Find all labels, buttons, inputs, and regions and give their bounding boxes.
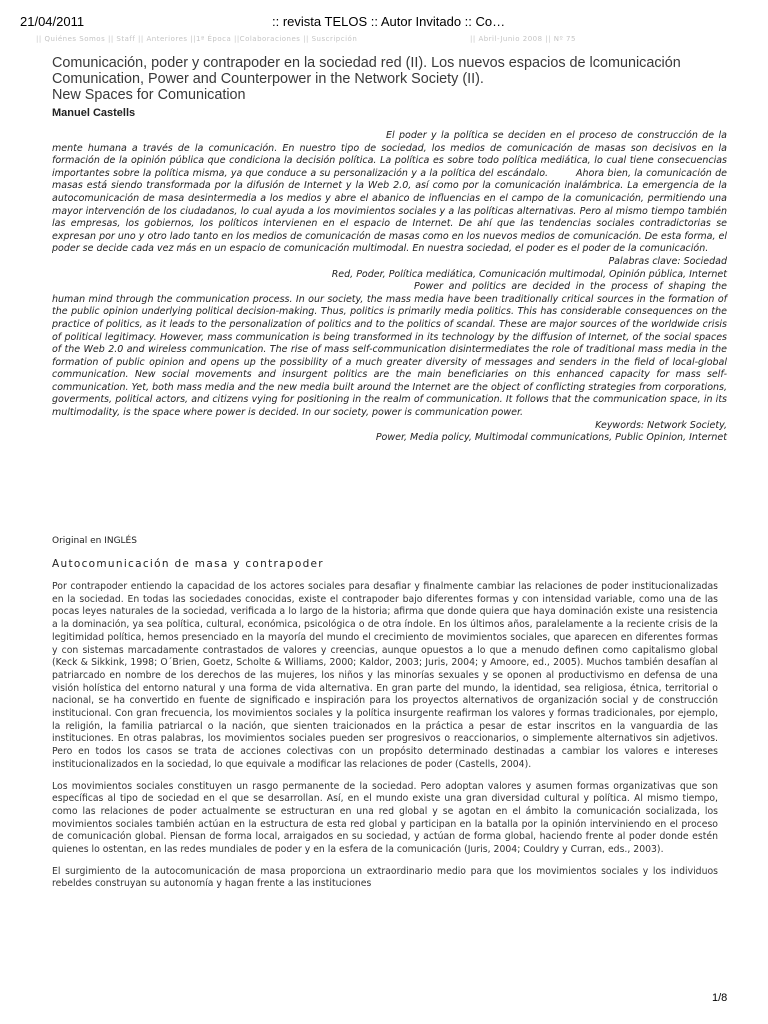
body-paragraph: Los movimientos sociales constituyen un rasgo permanente de la sociedad. Pero adoptan valores y asumen formas organizativas que son específicas al tipo de sociedad en el que se desarrollan. Así, en el mundo existe una gran diversidad cultural y política. Al mismo tiempo, como las relaciones de poder actualmente se estructuran en una red global y se agotan en el ámbito la comunicación socializada, los movimientos sociales también actúan en la estructura de esta red global y participan en la batalla por la opinión interviniendo en el proceso de comunicación global. Piensan de forma local, arraigados en su sociedad, y actúan de forma global, haciendo frente al poder donde estén quienes lo ostentan, en las redes mundiales de poder y en la esfera de la comunicación (Juris, 2004; Couldry y Curran, eds., 2003).	[52, 780, 718, 856]
title-line-es: Comunicación, poder y contrapoder en la sociedad red (II). Los nuevos espacios de lcomunicación	[52, 55, 681, 71]
title-line-en-sub: New Spaces for Comunication	[52, 87, 246, 103]
abstract-es	[52, 130, 727, 256]
abstract-es-part-2: Ahora bien, la comunicación de masas está siendo transformada por la difusión de Internet y la Web 2.0, así como por la comunicación inalámbrica. La emergencia de la autocomunicación de masa desintermedia a los medios y abre el abanico de influencias en el campo de la comunicación, permitiendo una mayor intervención de los ciudadanos, lo cual ayuda a los movimientos sociales y a las políticas alternativas. Pero al mismo tiempo también las empresas, los gobiernos, los políticos intervienen en el espacio de Internet. De ahí que las tendencias sociales contradictorias se expresan por uno y otro lado tanto en los medios de comunicación de masas como en los nuevos medios de comunicación. De esta forma, el poder se decide cada vez más en un espacio de comunicación multimodal. En nuestra sociedad, el poder es el poder de la comunicación.	[52, 167, 727, 255]
author-name: Manuel Castells	[52, 107, 136, 119]
print-date: 21/04/2011	[20, 14, 85, 29]
print-header	[0, 14, 768, 34]
issue-info: || Abril-Junio 2008 || Nº 75	[470, 35, 576, 43]
article-title	[52, 55, 732, 103]
keywords-es-line-1: Palabras clave: Sociedad	[608, 255, 727, 267]
print-page-title: :: revista TELOS :: Autor Invitado :: Co…	[272, 14, 506, 29]
site-navbar	[36, 35, 736, 43]
abstract	[52, 130, 727, 445]
body-paragraph: El surgimiento de la autocomunicación de masa proporciona un extraordinario medio para que los movimientos sociales y los individuos rebeldes construyan su autonomía y hagan frente a las instituciones	[52, 865, 718, 890]
page-number: 1/8	[712, 992, 728, 1004]
keywords-en-line-1: Keywords: Network Society,	[595, 419, 727, 431]
section-heading: Autocomunicación de masa y contrapoder	[52, 558, 324, 570]
abstract-es-part-1: El poder y la política se deciden en el proceso de construcción de la mente humana a través de la comunicación. En nuestro tipo de sociedad, los medios de comunicación de masas son decisivos en la formación de la opinión pública que condiciona la decisión política. La política es sobre todo política mediática, lo cual tiene consecuencias importantes sobre la política misma, ya que conduce a su personalización y a la política del escándalo.	[52, 130, 727, 179]
body-paragraph: Por contrapoder entiendo la capacidad de los actores sociales para desafiar y finalmente cambiar las relaciones de poder institucionalizadas en la sociedad. En todas las sociedades conocidas, existe el contrapoder bajo diferentes formas y con intensidad variable, como una de las pocas leyes naturales de la sociedad, verificada a lo largo de la historia; afirma que donde quiera que haya dominación existe una resistencia a la dominación, ya sea política, cultural, económica, psicológica o de otra índole. En los últimos años, paralelamente a la reciente crisis de la legitimidad política, hemos presenciado en la mayoría del mundo el crecimiento de movimientos sociales, que aparecen en diferentes formas y con sistemas marcadamente contrastados de valores y creencias, aunque opuestos a lo que a menudo definen como capitalismo global (Keck & Sikkink, 1998; O´Brien, Goetz, Scholte & Williams, 2000; Kaldor, 2003; Juris, 2004; y Amoore, ed., 2005). Muchos también desafían al patriarcado en nombre de los derechos de las mujeres, los niños y las minorías sexuales y se oponen al productivismo en defensa de una visión holística del entorno natural y una forma de vida alternativa. En gran parte del mundo, la identidad, sea religiosa, étnica, territorial o nacional, se ha convertido en fuente de significado e inspiración para los proyectos alternativos de organización social y de construcción institucional. Con gran frecuencia, los movimientos sociales y la política insurgente reafirman los valores y formas tradicionales, por ejemplo, la religión, la familia patriarcal o la nación, que sienten traicionados en la práctica a pesar de estar inscritos en la vanguardia de las instituciones. En otras palabras, los movimientos sociales pueden ser progresivos o reaccionarios, o simplemente alternativos sin adjetivos. Pero en todos los casos se trata de acciones colectivas con un propósito determinado destinadas a cambiar los valores e intereses institucionalizados en la sociedad, lo que equivale a modificar las relaciones de poder (Castells, 2004).	[52, 581, 718, 770]
abstract-en-text: Power and politics are decided in the process of shaping the human mind through the communication process. In our society, the mass media have been traditionally critical sources in the formation of the public opinion underlying political decision-making. Thus, politics is primarily media politics. This has considerable consequences on the practice of politics, as it leads to the personalization of politics and to the politics of scandal. These are major sources of the worldwide crisis of political legitimacy. However, mass communication is being transformed in its technology by the diffusion of Internet, of the social spaces of the Web 2.0 and wireless communication. The rise of mass self-communication disintermediates the role of traditional mass media in the formation of public opinion and opens up the possibility of a much greater diversity of messages and senders in the field of local-global communication. New social movements and insurgent politics are the main beneficiaries on this enhanced capacity for mass self-communication. Yet, both mass media and the new media built around the Internet are the object of conflicting strategies from corporations, goverments, political actors, and citizens vying for positioning in the realm of communication. It follows that the communication space, in its multimodality, is the space where power is decided. In our society, power is communication power.	[52, 281, 727, 419]
keywords-es-line-2: Red, Poder, Política mediática, Comunicación multimodal, Opinión pública, Internet	[331, 268, 727, 280]
title-line-en: Comunication, Power and Counterpower in the Network Society (II).	[52, 71, 484, 87]
abstract-en	[52, 281, 727, 420]
nav-links[interactable]: || Quiénes Somos || Staff || Anteriores ||1ª Época ||Colaboraciones || Suscripción	[36, 35, 358, 43]
article-body	[52, 581, 718, 900]
keywords-en-line-2: Power, Media policy, Multimodal communications, Public Opinion, Internet	[375, 432, 727, 444]
original-language-note: Original en INGLÉS	[52, 536, 137, 546]
